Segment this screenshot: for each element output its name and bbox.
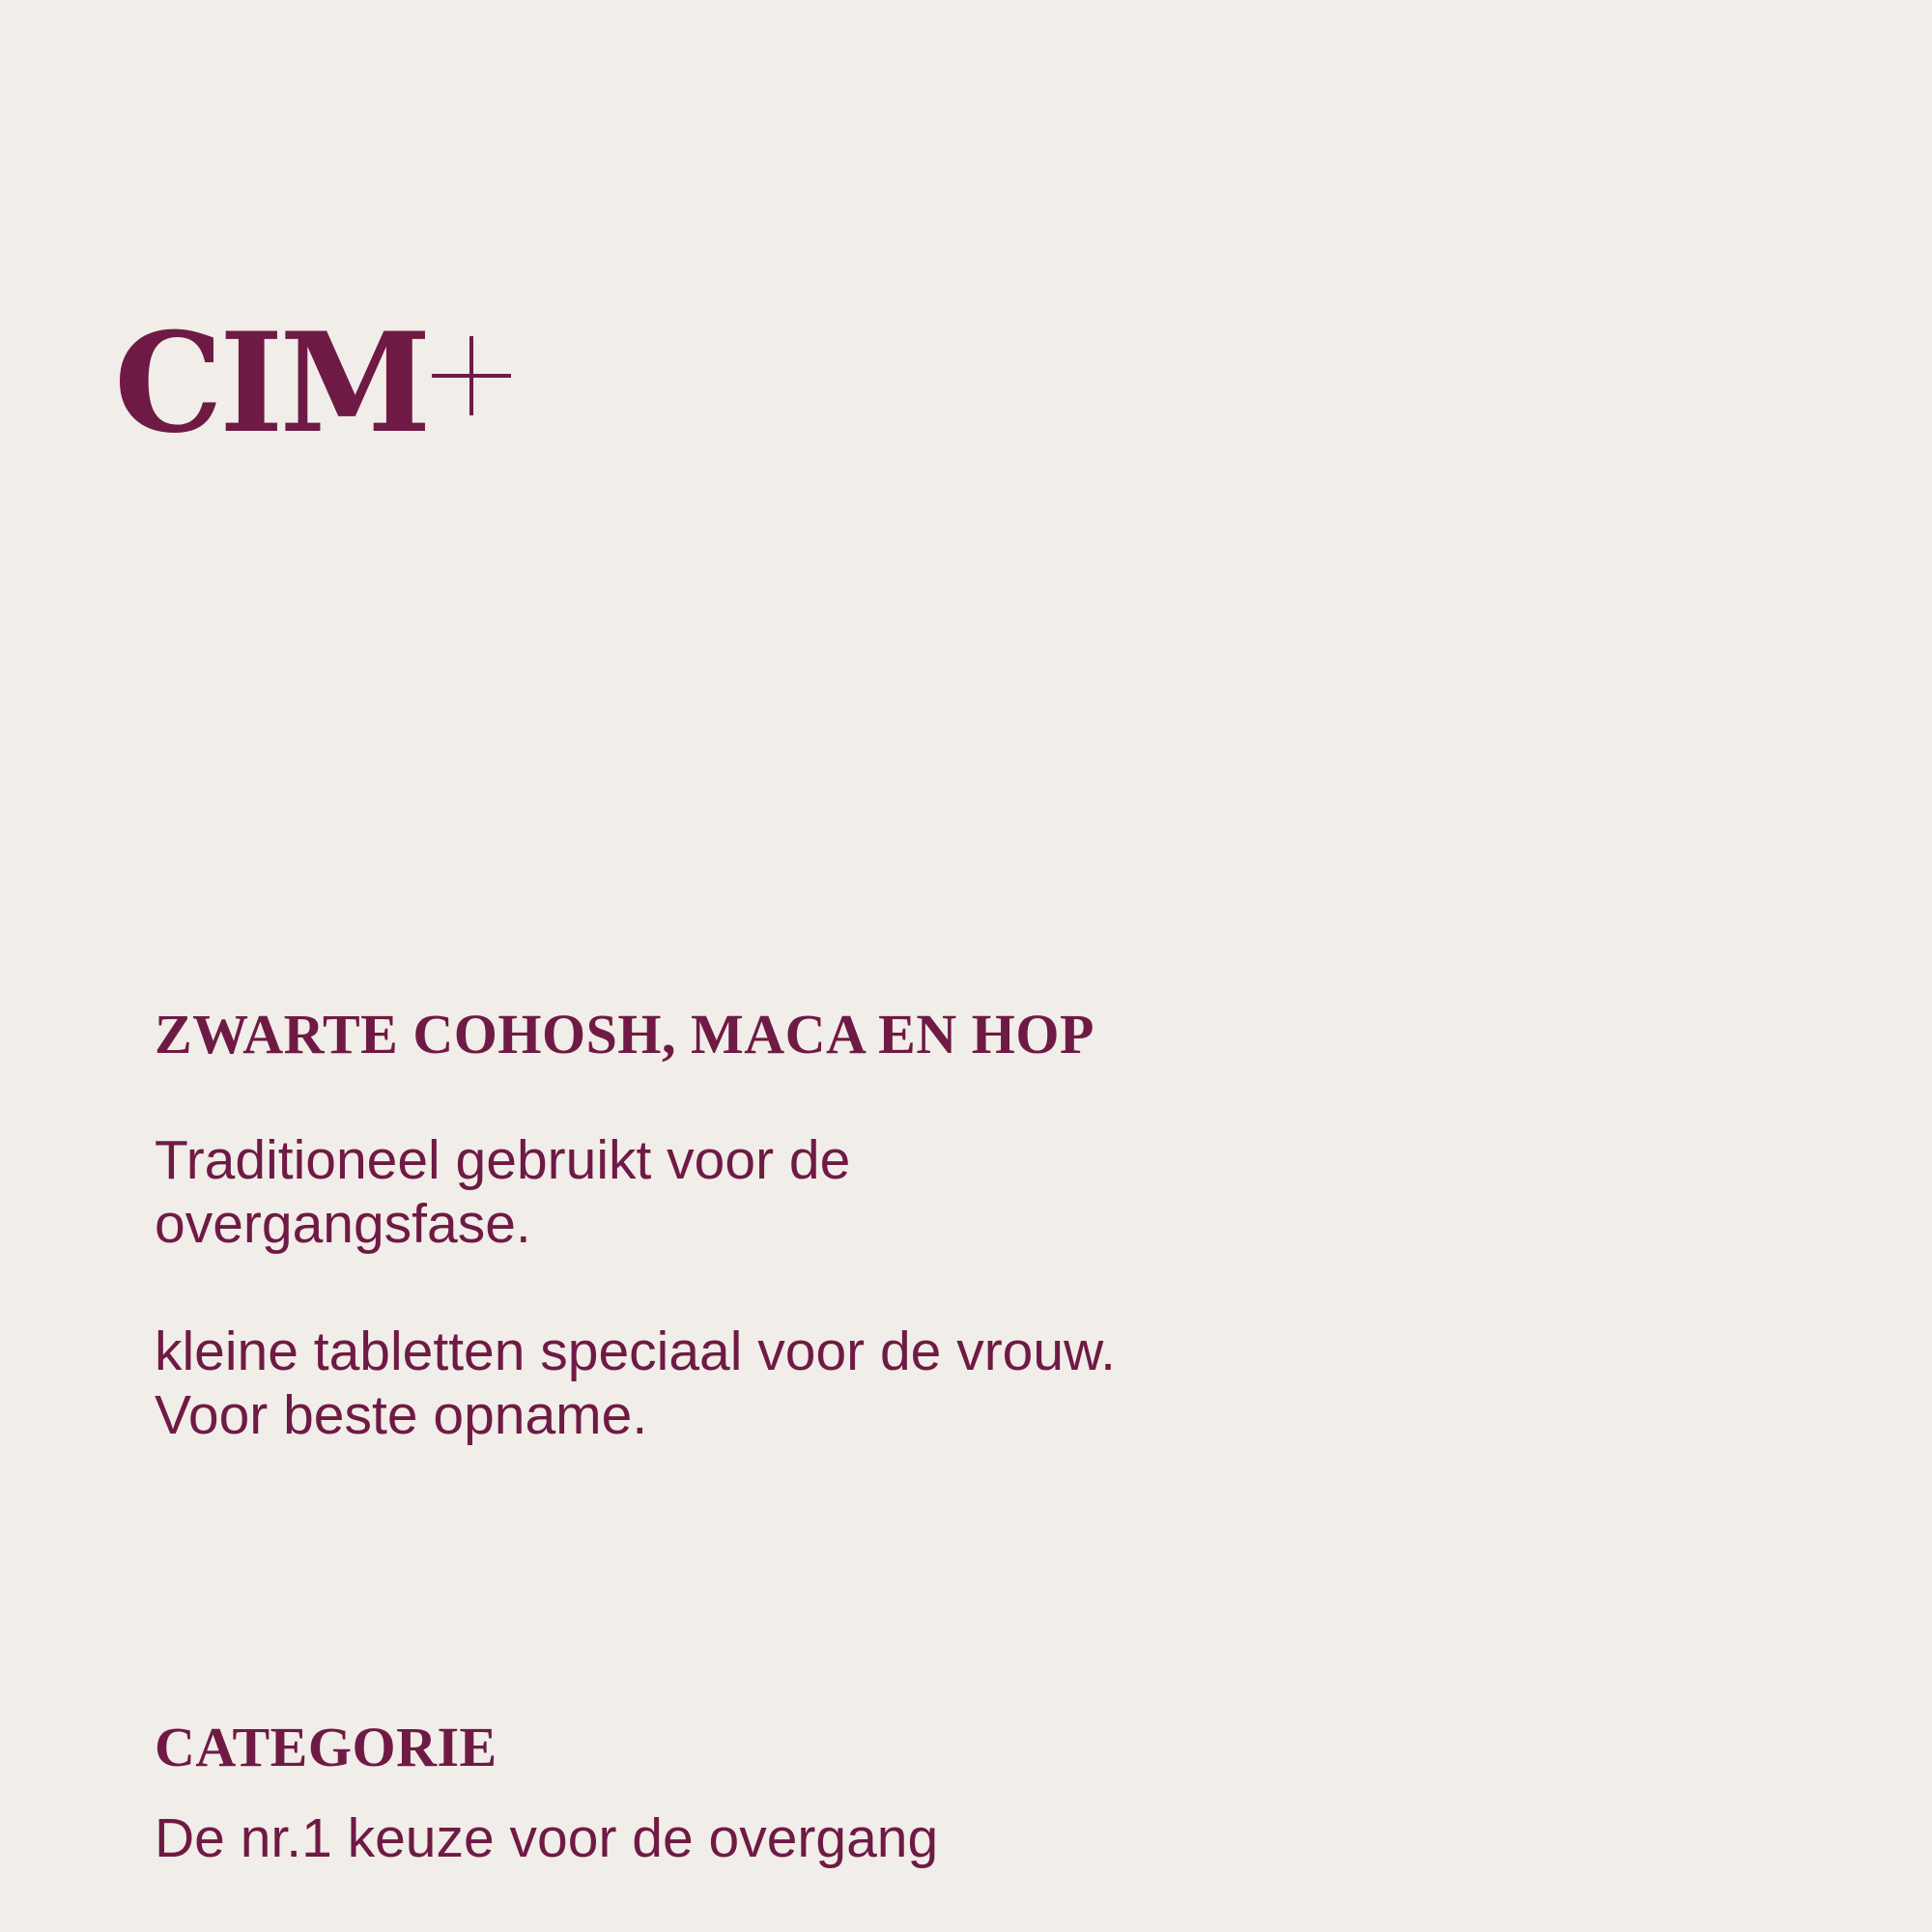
product-heading: ZWARTE COHOSH, MACA EN HOP <box>155 1003 1094 1065</box>
category-value: De nr.1 keuze voor de overgang <box>155 1807 939 1869</box>
logo-text: CIM <box>114 303 428 464</box>
category-label: CATEGORIE <box>155 1716 497 1778</box>
product-description-2: kleine tabletten speciaal voor de vrouw. Voor beste opname. <box>155 1321 1116 1446</box>
product-description-1: Traditioneel gebruikt voor de overgangsfase. <box>155 1129 851 1255</box>
brand-logo <box>114 303 511 464</box>
plus-icon <box>432 336 511 415</box>
